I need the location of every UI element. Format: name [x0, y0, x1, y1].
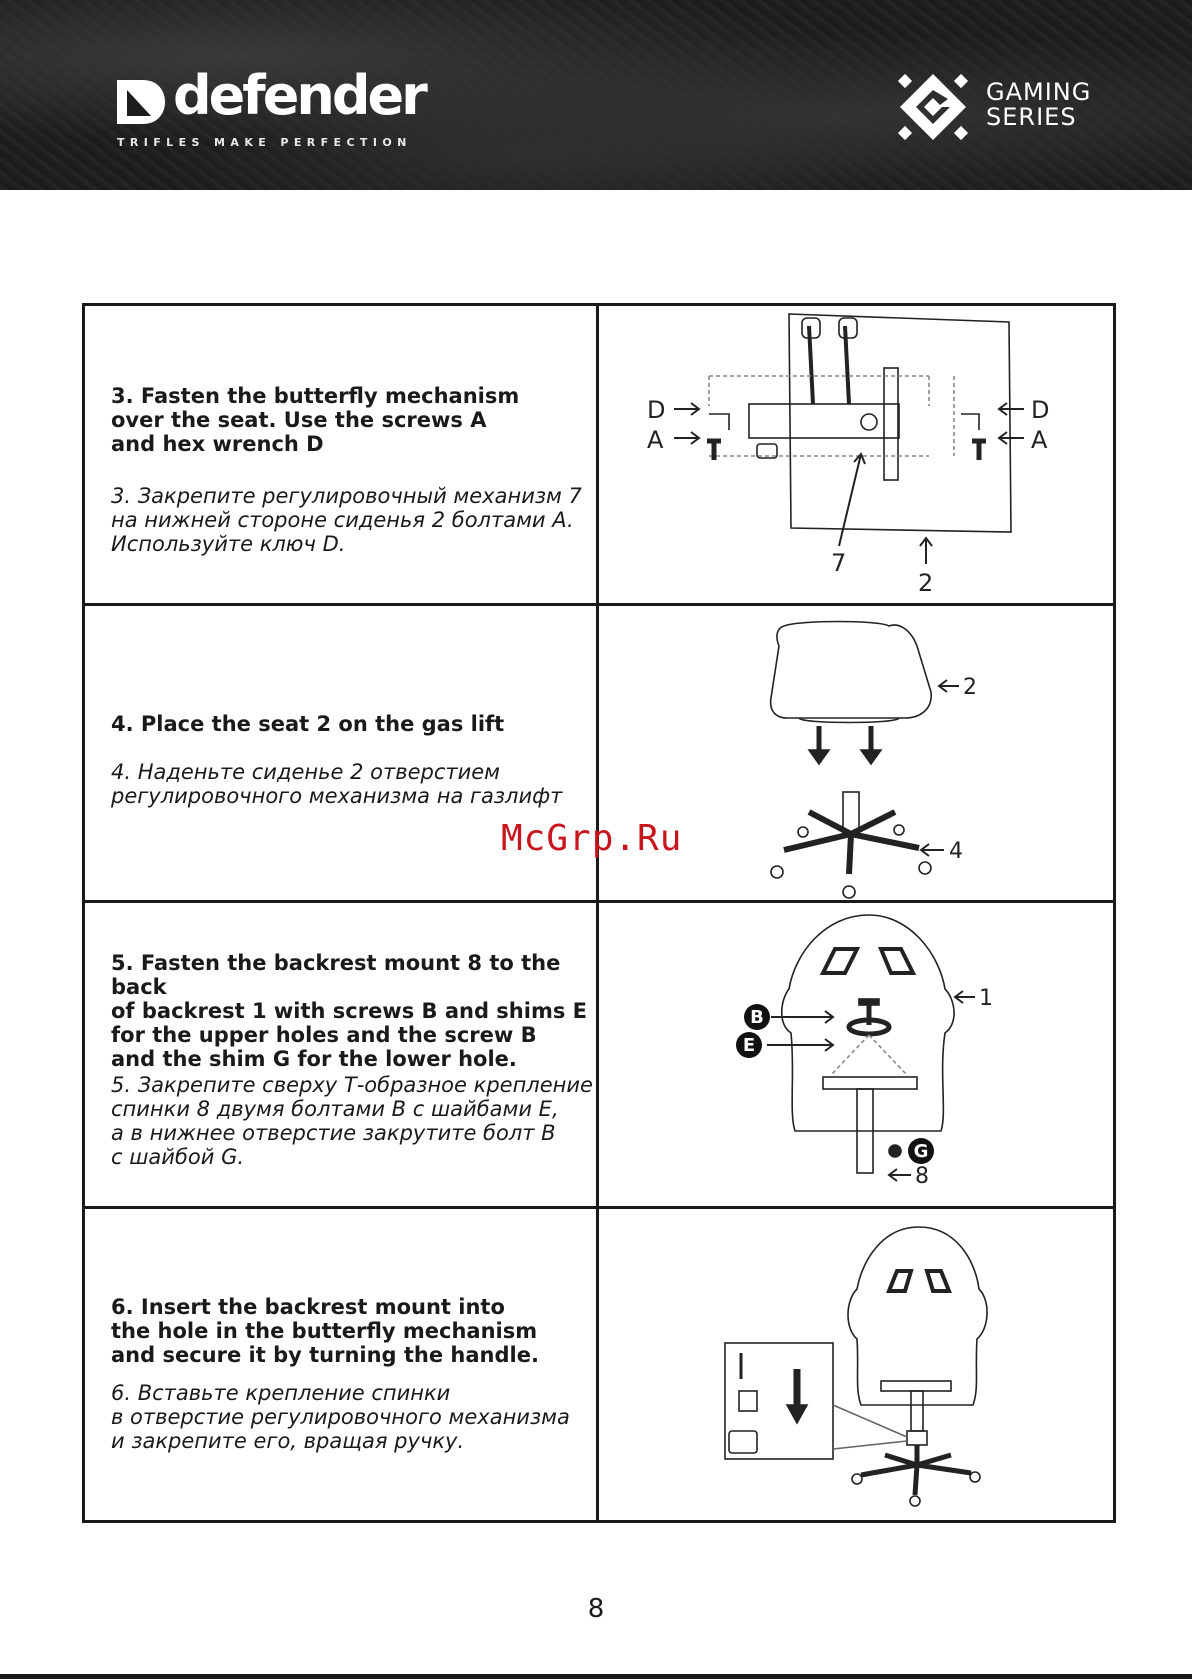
step-illustration: [599, 1209, 1113, 1520]
step-text-cell: [85, 903, 599, 1206]
step-text-cell: [85, 1209, 599, 1520]
step-illustration: [599, 903, 1113, 1206]
butterfly-mechanism-diagram: [599, 306, 1113, 603]
footer-rule: [0, 1674, 1192, 1679]
label-g: G: [913, 1141, 929, 1162]
gaming-series-line2: SERIES: [986, 103, 1077, 131]
step-row-3: [85, 306, 1113, 606]
seat-outline: [789, 314, 1011, 532]
gaming-series-line1: GAMING: [986, 78, 1092, 106]
gaming-series-logo-icon: [892, 66, 974, 148]
gaming-series-text: [986, 80, 1091, 130]
label-a-right: A: [1031, 426, 1048, 454]
label-2: 2: [918, 569, 934, 597]
mechanism-bracket: [884, 368, 898, 480]
pointer-7: [839, 454, 865, 546]
label-2: 2: [963, 675, 977, 700]
label-d-right: D: [1031, 396, 1050, 424]
step-instruction-ru: 6. Вставьте крепление спинки в отверстие регулировочного механизма и закрепите его, вращая ручку.: [111, 1381, 570, 1453]
defender-logo-icon: [115, 78, 167, 126]
brand-name: defender: [173, 64, 425, 127]
step-instruction-en: 3. Fasten the butterfly mechanism over the seat. Use the screws A and hex wrench D: [111, 384, 520, 456]
step-instruction-ru: 4. Наденьте сиденье 2 отверстием регулировочного механизма на газлифт: [111, 760, 563, 808]
seat-cushion: [771, 622, 932, 719]
hex-wrench-left: [709, 414, 729, 430]
mount-crossbar: [823, 1077, 917, 1089]
brand-tagline: TRIFLES MAKE PERFECTION: [117, 136, 412, 149]
step-illustration: [599, 306, 1113, 603]
screw-left: [707, 441, 721, 460]
step-text-cell: [85, 306, 599, 603]
label-1: 1: [979, 986, 993, 1011]
backrest-outline: [848, 1227, 987, 1405]
chair-base: [784, 812, 919, 874]
gas-lift: [843, 792, 859, 832]
watermark: McGrp.Ru: [501, 818, 683, 859]
step-instruction-en: 4. Place the seat 2 on the gas lift: [111, 712, 505, 736]
hex-wrench-right: [961, 414, 979, 430]
label-a-left: A: [647, 426, 664, 454]
label-7: 7: [831, 549, 847, 577]
step-instruction-en: 5. Fasten the backrest mount 8 to the back of backrest 1 with screws B and shims E for the upper holes and the screw B and the shim G for the lower hole.: [111, 951, 587, 1071]
instruction-table: [82, 303, 1116, 1523]
backrest-mount-diagram: [599, 903, 1113, 1206]
label-b: B: [750, 1007, 764, 1028]
page-number: 8: [587, 1594, 605, 1624]
pointer-2: [920, 538, 932, 564]
step-instruction-ru: 3. Закрепите регулировочный механизм 7 на нижней стороне сиденья 2 болтами A. Используйте ключ D.: [111, 484, 582, 556]
label-8: 8: [915, 1164, 929, 1189]
insert-mount-diagram: [599, 1209, 1113, 1520]
step-row-6: [85, 1209, 1113, 1520]
label-4: 4: [949, 839, 963, 864]
header-banner: [0, 0, 1192, 190]
step-row-5: [85, 903, 1113, 1209]
screw-right: [972, 441, 986, 460]
label-e: E: [742, 1035, 756, 1056]
step-instruction-en: 6. Insert the backrest mount into the hole in the butterfly mechanism and secure it by turning the handle.: [111, 1295, 539, 1367]
label-d-left: D: [647, 396, 666, 424]
step-instruction-ru: 5. Закрепите сверху Т-образное крепление спинки 8 двумя болтами B с шайбами E, а в нижнее отверстие закрутите болт B с шайбой G.: [111, 1073, 593, 1169]
